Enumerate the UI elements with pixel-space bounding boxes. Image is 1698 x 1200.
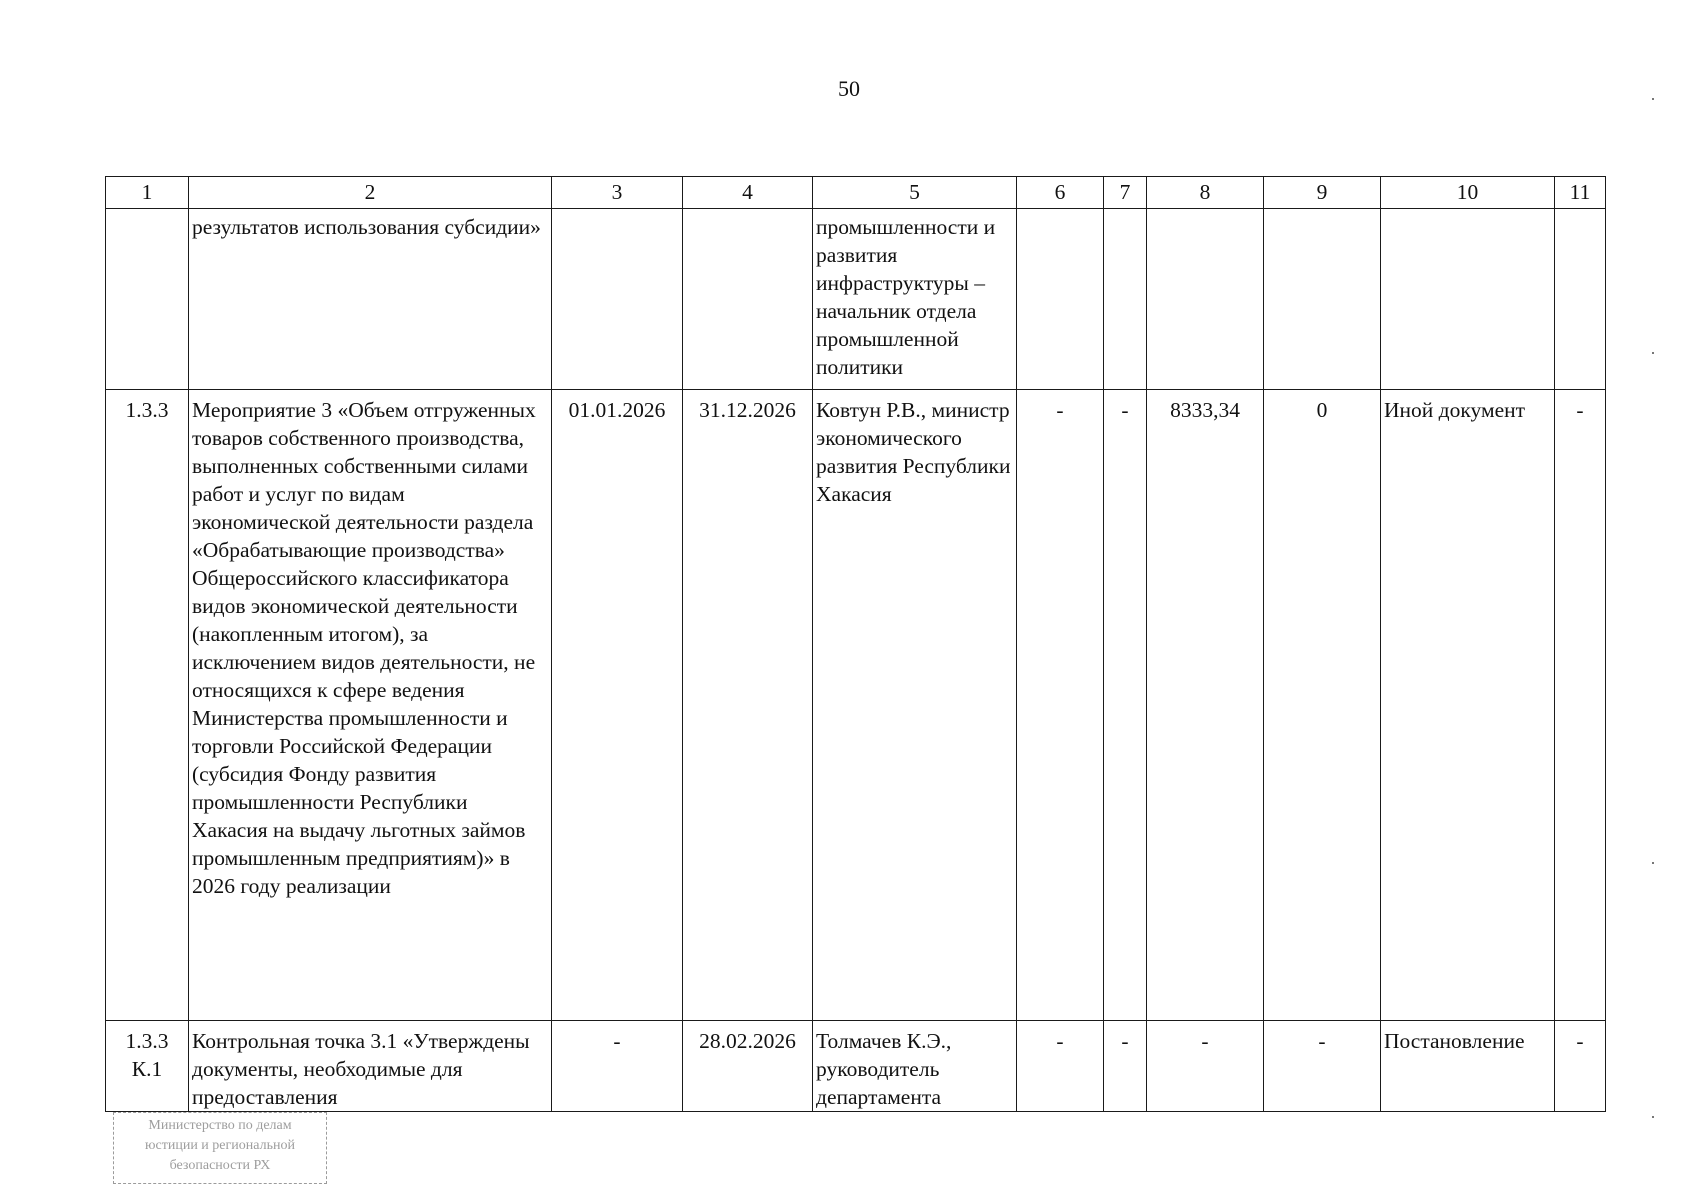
cell-name: результатов использования субсидии» — [189, 209, 552, 390]
cell-responsible: Ковтун Р.В., министр экономического развития Республики Хакасия — [813, 390, 1017, 1021]
cell-col-9 — [1264, 209, 1381, 390]
column-header-1: 1 — [106, 177, 189, 209]
cell-col-7 — [1104, 209, 1147, 390]
scan-speck — [1652, 1116, 1654, 1118]
scan-speck — [1652, 352, 1654, 354]
table-row — [106, 390, 1606, 1021]
column-header-5: 5 — [813, 177, 1017, 209]
table-row — [106, 209, 1606, 390]
cell-col-11 — [1555, 209, 1606, 390]
cell-start-date: 01.01.2026 — [552, 390, 683, 1021]
cell-name: Контрольная точка 3.1 «Утверждены документы, необходимые для предоставления — [189, 1021, 552, 1112]
cell-end-date — [683, 209, 813, 390]
cell-col-6: - — [1017, 390, 1104, 1021]
page-number: 50 — [838, 76, 860, 101]
cell-col-9: 0 — [1264, 390, 1381, 1021]
cell-col-8: 8333,34 — [1147, 390, 1264, 1021]
plan-table — [105, 176, 1606, 1112]
cell-col-11: - — [1555, 390, 1606, 1021]
cell-number: 1.3.3 К.1 — [106, 1021, 189, 1112]
column-number-header-row — [106, 177, 1606, 209]
column-header-4: 4 — [683, 177, 813, 209]
column-header-3: 3 — [552, 177, 683, 209]
cell-col-7: - — [1104, 390, 1147, 1021]
column-header-8: 8 — [1147, 177, 1264, 209]
stamp-line: Министерство по делам — [148, 1118, 292, 1133]
cell-end-date: 28.02.2026 — [683, 1021, 813, 1112]
column-header-10: 10 — [1381, 177, 1555, 209]
cell-start-date: - — [552, 1021, 683, 1112]
cell-col-6: - — [1017, 1021, 1104, 1112]
table-row — [106, 1021, 1606, 1112]
scan-speck — [1652, 862, 1654, 864]
column-header-9: 9 — [1264, 177, 1381, 209]
cell-col-7: - — [1104, 1021, 1147, 1112]
cell-responsible: промышленности и развития инфраструктуры – начальник отдела промышленной политики — [813, 209, 1017, 390]
cell-col-9: - — [1264, 1021, 1381, 1112]
cell-document-type: Иной документ — [1381, 390, 1555, 1021]
cell-start-date — [552, 209, 683, 390]
column-header-11: 11 — [1555, 177, 1606, 209]
cell-document-type — [1381, 209, 1555, 390]
cell-document-type: Постановление — [1381, 1021, 1555, 1112]
column-header-2: 2 — [189, 177, 552, 209]
cell-number — [106, 209, 189, 390]
registration-stamp — [113, 1112, 327, 1184]
column-header-7: 7 — [1104, 177, 1147, 209]
cell-name: Мероприятие 3 «Объем отгруженных товаров собственного производства, выполненных собственными силами работ и услуг по видам экономической деятельности раздела «Обрабатывающие производства» Общероссийского классификатора видов экономической деятельности (накопленным итогом), за исключением видов деятельности, не относящихся к сфере ведения Министерства промышленности и торговли Российской Федерации (субсидия Фонду развития промышленности Республики Хакасия на выдачу льготных займов промышленным предприятиям)» в 2026 году реализации — [189, 390, 552, 1021]
cell-end-date: 31.12.2026 — [683, 390, 813, 1021]
cell-col-6 — [1017, 209, 1104, 390]
scan-speck — [1652, 98, 1654, 100]
cell-col-8: - — [1147, 1021, 1264, 1112]
stamp-line: безопасности РХ — [169, 1158, 271, 1173]
cell-col-8 — [1147, 209, 1264, 390]
cell-col-11: - — [1555, 1021, 1606, 1112]
column-header-6: 6 — [1017, 177, 1104, 209]
cell-number: 1.3.3 — [106, 390, 189, 1021]
cell-responsible: Толмачев К.Э., руководитель департамента — [813, 1021, 1017, 1112]
stamp-line: юстиции и региональной — [145, 1138, 295, 1153]
